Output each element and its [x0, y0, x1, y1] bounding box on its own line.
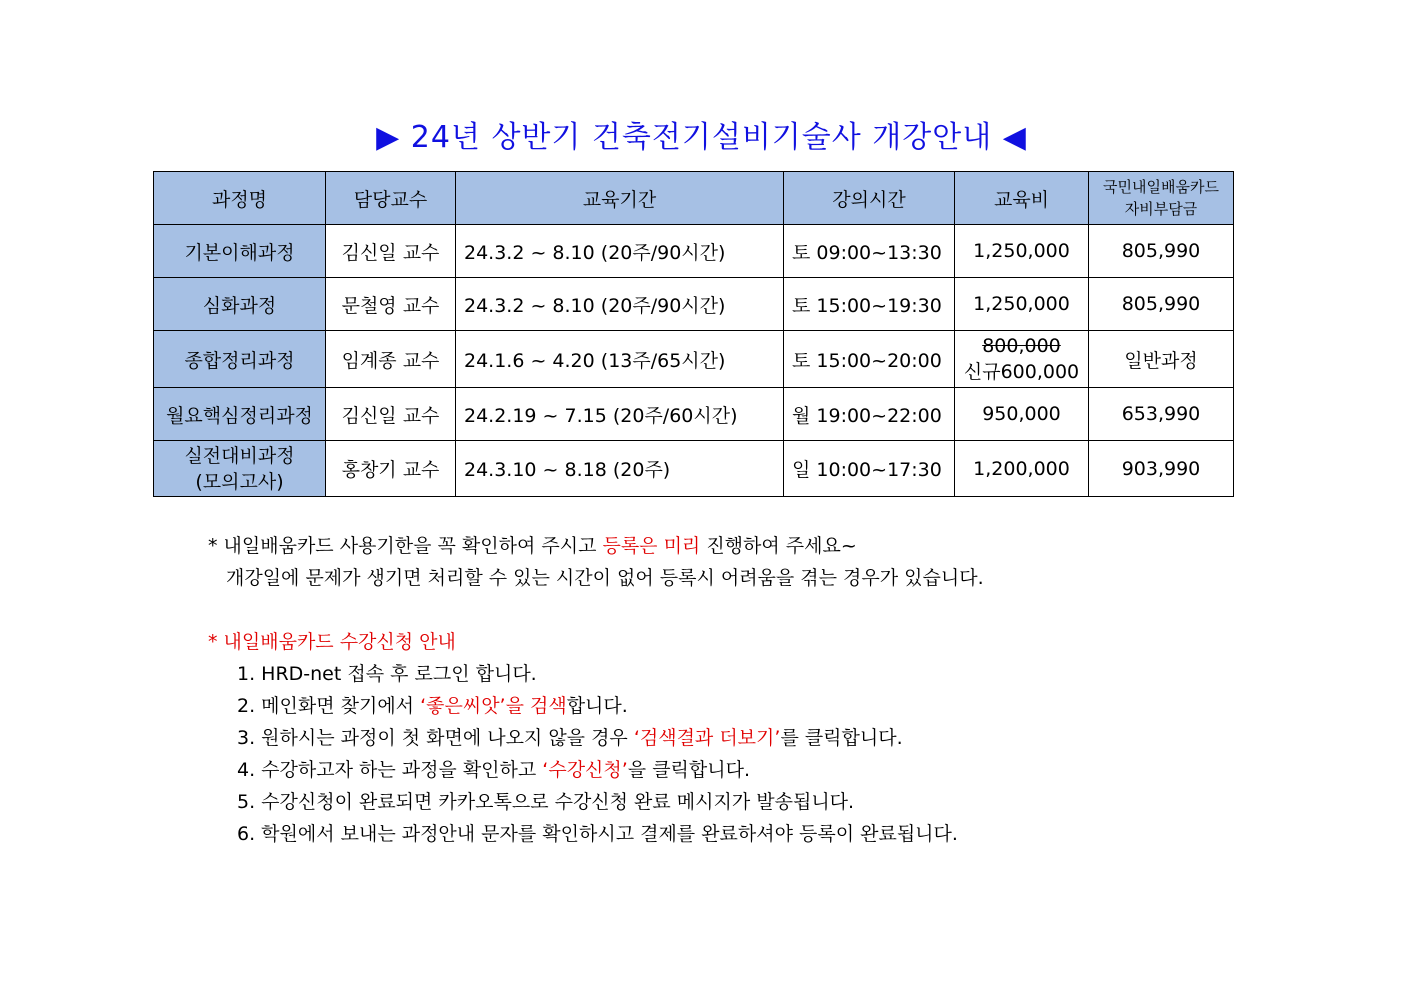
course-name-line1: 실전대비과정	[184, 444, 295, 467]
period: 24.3.2 ~ 8.10 (20주/90시간)	[456, 278, 784, 331]
fee: 1,250,000	[955, 225, 1089, 278]
period: 24.2.19 ~ 7.15 (20주/60시간)	[456, 388, 784, 441]
self-payment: 일반과정	[1089, 331, 1234, 388]
header-professor: 담당교수	[326, 172, 456, 225]
self-payment: 903,990	[1089, 441, 1234, 497]
notice2-step4: 4. 수강하고자 하는 과정을 확인하고 ‘수강신청’을 클릭합니다.	[237, 759, 751, 781]
fee: 1,200,000	[955, 441, 1089, 497]
course-name	[154, 441, 326, 497]
table-row	[154, 331, 1234, 388]
course-schedule-table	[153, 171, 1234, 497]
notice2-step2: 2. 메인화면 찾기에서 ‘좋은씨앗’을 검색합니다.	[237, 695, 628, 717]
header-fee: 교육비	[955, 172, 1089, 225]
period: 24.1.6 ~ 4.20 (13주/65시간)	[456, 331, 784, 388]
lecture-time: 월 19:00~22:00	[784, 388, 955, 441]
header-self-payment-line2: 자비부담금	[1124, 200, 1198, 218]
header-lecture-time: 강의시간	[784, 172, 955, 225]
header-period: 교육기간	[456, 172, 784, 225]
header-self-payment	[1089, 172, 1234, 225]
notice2-step3: 3. 원하시는 과정이 첫 화면에 나오지 않을 경우 ‘검색결과 더보기’를 클릭합니다.	[237, 727, 903, 749]
lecture-time: 일 10:00~17:30	[784, 441, 955, 497]
fee: 1,250,000	[955, 278, 1089, 331]
course-name: 심화과정	[154, 278, 326, 331]
professor: 김신일 교수	[326, 225, 456, 278]
course-name: 종합정리과정	[154, 331, 326, 388]
header-course-name: 과정명	[154, 172, 326, 225]
lecture-time: 토 09:00~13:30	[784, 225, 955, 278]
table-row	[154, 441, 1234, 497]
notice2-step5: 5. 수강신청이 완료되면 카카오톡으로 수강신청 완료 메시지가 발송됩니다.	[237, 791, 855, 813]
fee: 950,000	[955, 388, 1089, 441]
professor: 홍창기 교수	[326, 441, 456, 497]
notice-section	[208, 530, 1308, 850]
self-payment: 653,990	[1089, 388, 1234, 441]
page-title: ▶ 24년 상반기 건축전기설비기술사 개강안내 ◀	[376, 120, 1027, 155]
notice1-line2: 개강일에 문제가 생기면 처리할 수 있는 시간이 없어 등록시 어려움을 겪는 경우가 있습니다.	[226, 567, 984, 589]
notice2-heading: * 내일배움카드 수강신청 안내	[208, 631, 456, 653]
course-name: 월요핵심정리과정	[154, 388, 326, 441]
course-name: 기본이해과정	[154, 225, 326, 278]
period: 24.3.10 ~ 8.18 (20주)	[456, 441, 784, 497]
table-header-row	[154, 172, 1234, 225]
self-payment: 805,990	[1089, 278, 1234, 331]
fee	[955, 331, 1089, 388]
self-payment: 805,990	[1089, 225, 1234, 278]
fee-new: 신규600,000	[963, 361, 1080, 383]
professor: 임계종 교수	[326, 331, 456, 388]
header-self-payment-line1: 국민내일배움카드	[1103, 178, 1219, 196]
table-row	[154, 225, 1234, 278]
notice2-step1: 1. HRD-net 접속 후 로그인 합니다.	[237, 663, 537, 685]
notice1-highlight: 등록은 미리	[602, 535, 701, 557]
lecture-time: 토 15:00~20:00	[784, 331, 955, 388]
course-name-line2: (모의고사)	[195, 470, 284, 493]
professor: 김신일 교수	[326, 388, 456, 441]
professor: 문철영 교수	[326, 278, 456, 331]
table-row	[154, 388, 1234, 441]
fee-old: 800,000	[982, 335, 1061, 357]
lecture-time: 토 15:00~19:30	[784, 278, 955, 331]
notice2-step6: 6. 학원에서 보내는 과정안내 문자를 확인하시고 결제를 완료하셔야 등록이 완료됩니다.	[237, 823, 958, 845]
table-row	[154, 278, 1234, 331]
notice1-line1: * 내일배움카드 사용기한을 꼭 확인하여 주시고 등록은 미리 진행하여 주세요~	[208, 535, 857, 557]
period: 24.3.2 ~ 8.10 (20주/90시간)	[456, 225, 784, 278]
